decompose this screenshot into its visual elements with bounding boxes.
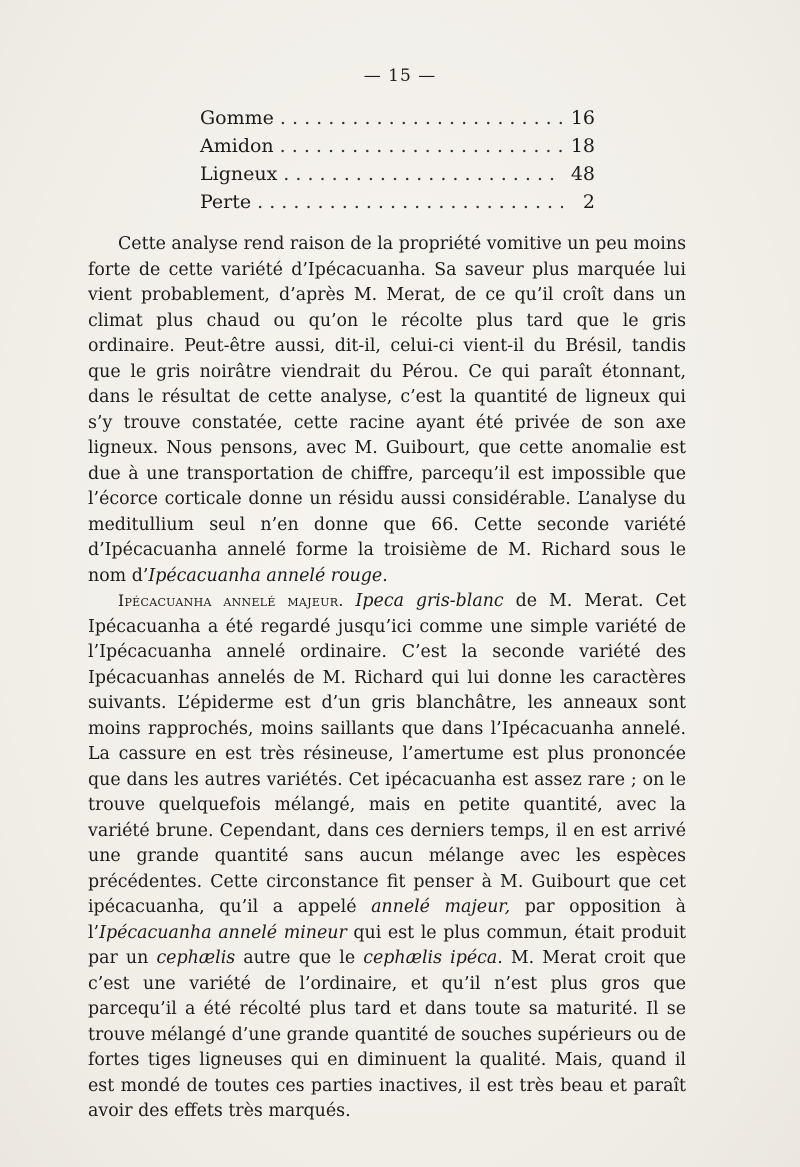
composition-row bbox=[200, 104, 595, 132]
italic-term: Ipeca gris-blanc bbox=[355, 591, 504, 611]
paragraph-text: autre que le bbox=[235, 948, 364, 968]
paragraph-analysis bbox=[88, 232, 686, 589]
paragraph-text: qui est le plus commun, était produit par un bbox=[88, 922, 686, 968]
dot-leader bbox=[257, 188, 563, 216]
italic-term: Ipécacuanha annelé rouge. bbox=[148, 565, 388, 586]
italic-term: cephælis bbox=[156, 948, 236, 968]
composition-value: 16 bbox=[570, 107, 595, 129]
italic-term: annelé majeur, bbox=[371, 897, 511, 917]
composition-value: 48 bbox=[570, 163, 595, 185]
composition-name: Gomme bbox=[200, 107, 274, 129]
dot-leader bbox=[280, 132, 563, 160]
paragraph-text: M. Merat croit que c’est une variété de l’ordinaire, et qu’il n’est plus gros que parcequ’il a été récolté plus tard et dans toute sa maturité. Il se trouve mélangé d’une grande quantité de souches supérieurs ou de fortes tiges ligneuses qui en diminuent la qualité. Mais, quand il est mondé de toutes ces parties inactives, il est très beau et paraît avoir des effets très marqués. bbox=[88, 948, 686, 1121]
page-number: — 15 — bbox=[363, 66, 437, 86]
paragraph-text: de M. Merat. Cet Ipécacuanha a été regardé jusqu’ici comme une simple variété de l’Ipécacuanha annelé ordinaire. C’est la seconde variété des Ipécacuanhas annelés de M. Richard qui lui donne les caractères suivants. L’épiderme est d’un gris blanchâtre, les anneaux sont moins rapprochés, moins saillants que dans l’Ipécacuanha annelé. La cassure en est très résineuse, l’amertume est plus prononcée que dans les autres variétés. Cet ipécacuanha est assez rare ; on le trouve quelquefois mélangé, mais en petite quantité, avec la variété brune. Cependant, dans ces derniers temps, il en est arrivé une grande quantité sans aucun mélange avec les espèces précédentes. Cette circonstance fit penser à M. Guibourt que cet ipécacuanha, qu’il a appelé bbox=[88, 591, 686, 917]
composition-value: 18 bbox=[570, 135, 595, 157]
composition-value: 2 bbox=[582, 191, 595, 213]
composition-row bbox=[200, 160, 595, 188]
composition-name: Ligneux bbox=[200, 163, 278, 185]
section-heading: Ipécacuanha annelé majeur. bbox=[118, 592, 344, 610]
composition-table bbox=[200, 104, 595, 216]
paragraph-ipecacuanha-majeur bbox=[88, 589, 686, 1125]
dot-leader bbox=[283, 160, 563, 188]
body-text bbox=[88, 232, 686, 1125]
italic-term: cephælis ipéca. bbox=[363, 948, 503, 968]
paragraph-text: par opposition à l’ bbox=[88, 897, 686, 943]
composition-name: Amidon bbox=[200, 135, 274, 157]
italic-term: Ipécacuanha annelé mineur bbox=[99, 922, 347, 943]
composition-row bbox=[200, 132, 595, 160]
composition-row bbox=[200, 188, 595, 216]
composition-name: Perte bbox=[200, 191, 252, 213]
paragraph-text: Cette analyse rend raison de la propriété vomitive un peu moins forte de cette variété d’Ipécacuanha. Sa saveur plus marquée lui vient probablement, d’après M. Merat, de ce qu’il croît dans un climat plus chaud ou qu’on le récolte plus tard que le gris ordinaire. Peut-être aussi, dit-il, celui-ci vient-il du Brésil, tandis que le gris noirâtre viendrait du Pérou. Ce qui paraît étonnant, dans le résultat de cette analyse, c’est la quantité de ligneux qui s’y trouve constatée, cette racine ayant été privée de son axe ligneux. Nous pensons, avec M. Guibourt, que cette anomalie est due à une transportation de chiffre, parcequ’il est impossible que l’écorce corticale donne un résidu aussi considérable. L’analyse du meditullium seul n’en donne que 66. Cette seconde variété d’Ipécacuanha annelé forme la troisième de M. Richard sous le nom d’ bbox=[88, 234, 686, 586]
dot-leader bbox=[280, 104, 563, 132]
